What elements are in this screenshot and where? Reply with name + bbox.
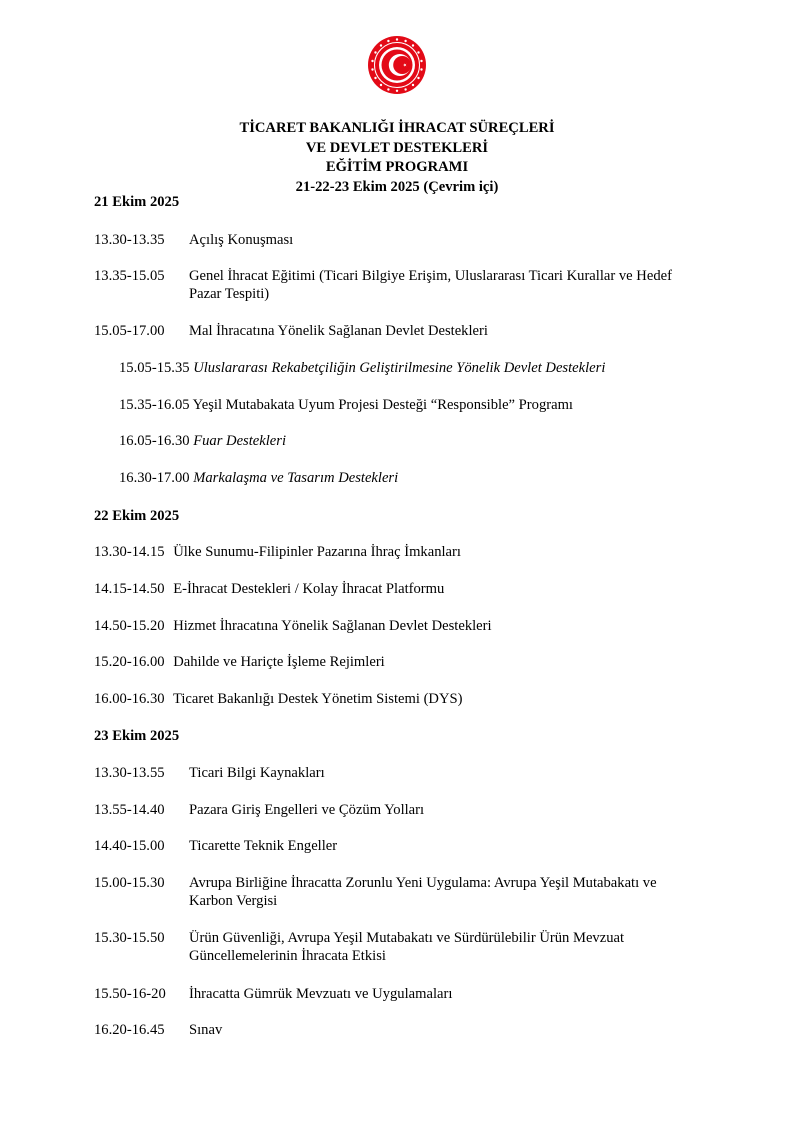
session-time: 13.30-13.35 bbox=[94, 232, 165, 248]
session-title: Açılış Konuşması bbox=[189, 232, 294, 248]
subsession-time: 15.05-15.35 bbox=[119, 360, 190, 376]
session-time: 15.20-16.00 bbox=[94, 654, 165, 670]
session-row bbox=[94, 985, 714, 1003]
session-title: Sınav bbox=[189, 1022, 223, 1038]
session-row bbox=[94, 837, 714, 855]
session-title: Ticarette Teknik Engeller bbox=[189, 838, 338, 854]
session-title: Dahilde ve Hariçte İşleme Rejimleri bbox=[173, 654, 385, 670]
session-row bbox=[94, 1021, 714, 1039]
subsession-title: Markalaşma ve Tasarım Destekleri bbox=[193, 470, 399, 486]
session-title: Ticari Bilgi Kaynakları bbox=[189, 765, 325, 781]
session-time: 13.55-14.40 bbox=[94, 802, 165, 818]
session-title: Ürün Güvenliği, Avrupa Yeşil Mutabakatı ve Sürdürülebilir Ürün Mevzuat Güncellemelerinin İhracata Etkisi bbox=[189, 930, 625, 964]
session-time: 15.30-15.50 bbox=[94, 930, 165, 946]
session-row bbox=[94, 543, 461, 561]
subsession-row bbox=[119, 469, 398, 487]
session-time: 15.05-17.00 bbox=[94, 323, 165, 339]
title-line: VE DEVLET DESTEKLERİ bbox=[305, 139, 489, 156]
subsession-title: Fuar Destekleri bbox=[193, 433, 287, 449]
session-title: Genel İhracat Eğitimi (Ticari Bilgiye Erişim, Uluslararası Ticari Kurallar ve Hedef Pazar Tespiti) bbox=[189, 268, 672, 302]
title-line: 21-22-23 Ekim 2025 (Çevrim içi) bbox=[295, 178, 499, 195]
subsession-row bbox=[119, 396, 573, 414]
session-time: 13.30-13.55 bbox=[94, 765, 165, 781]
document-title bbox=[0, 119, 794, 197]
title-line: TİCARET BAKANLIĞI İHRACAT SÜREÇLERİ bbox=[239, 120, 555, 136]
session-time: 14.50-15.20 bbox=[94, 618, 165, 634]
day-heading: 23 Ekim 2025 bbox=[94, 728, 180, 744]
ministry-logo bbox=[367, 35, 427, 95]
session-time: 14.40-15.00 bbox=[94, 838, 165, 854]
subsession-time: 16.05-16.30 bbox=[119, 433, 190, 449]
session-row bbox=[94, 764, 714, 782]
session-row bbox=[94, 690, 462, 708]
session-row bbox=[94, 267, 714, 303]
session-title: Mal İhracatına Yönelik Sağlanan Devlet Destekleri bbox=[189, 323, 488, 339]
session-time: 16.20-16.45 bbox=[94, 1022, 165, 1038]
subsession-title: Yeşil Mutabakata Uyum Projesi Desteği “Responsible” Programı bbox=[192, 397, 573, 413]
session-title: Avrupa Birliğine İhracatta Zorunlu Yeni Uygulama: Avrupa Yeşil Mutabakatı ve Karbon Vergisi bbox=[189, 875, 657, 909]
subsession-row bbox=[119, 359, 605, 377]
session-title: E-İhracat Destekleri / Kolay İhracat Platformu bbox=[173, 581, 445, 597]
session-time: 13.35-15.05 bbox=[94, 268, 165, 284]
session-time: 13.30-14.15 bbox=[94, 544, 165, 560]
subsession-title: Uluslararası Rekabetçiliğin Geliştirilmesine Yönelik Devlet Destekleri bbox=[193, 360, 606, 376]
title-line: EĞİTİM PROGRAMI bbox=[325, 159, 469, 175]
session-time: 15.00-15.30 bbox=[94, 875, 165, 891]
subsession-time: 15.35-16.05 bbox=[119, 397, 190, 413]
session-row bbox=[94, 874, 714, 910]
session-title: İhracatta Gümrük Mevzuatı ve Uygulamaları bbox=[189, 986, 453, 1002]
subsession-row bbox=[119, 432, 286, 450]
session-row bbox=[94, 653, 385, 671]
session-title: Ticaret Bakanlığı Destek Yönetim Sistemi (DYS) bbox=[172, 691, 463, 707]
day-heading: 22 Ekim 2025 bbox=[94, 508, 180, 524]
subsession-time: 16.30-17.00 bbox=[119, 470, 190, 486]
session-row bbox=[94, 322, 714, 340]
session-title: Hizmet İhracatına Yönelik Sağlanan Devlet Destekleri bbox=[173, 618, 492, 634]
session-time: 16.00-16.30 bbox=[94, 691, 165, 707]
session-title: Ülke Sunumu-Filipinler Pazarına İhraç İmkanları bbox=[173, 544, 461, 560]
session-time: 15.50-16-20 bbox=[94, 986, 166, 1002]
session-row bbox=[94, 617, 492, 635]
day-heading: 21 Ekim 2025 bbox=[94, 194, 180, 210]
session-title: Pazara Giriş Engelleri ve Çözüm Yolları bbox=[189, 802, 425, 818]
session-row bbox=[94, 580, 444, 598]
session-row bbox=[94, 929, 714, 965]
session-time: 14.15-14.50 bbox=[94, 581, 165, 597]
session-row bbox=[94, 231, 714, 249]
session-row bbox=[94, 801, 714, 819]
